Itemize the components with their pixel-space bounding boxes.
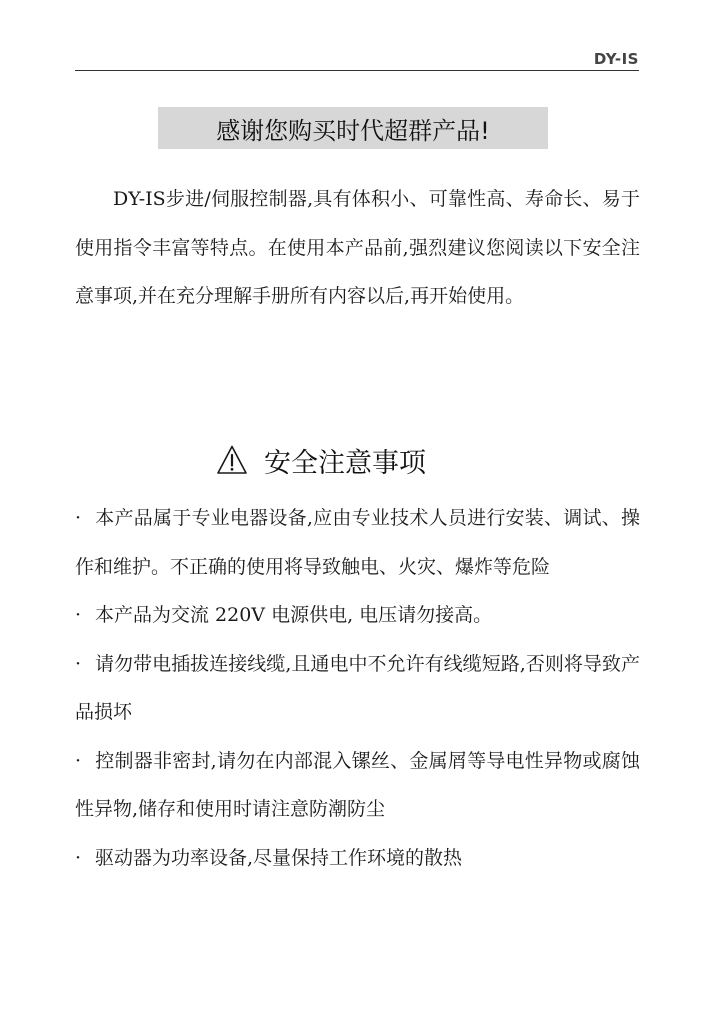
list-item: [75, 834, 640, 883]
safety-heading-text: 安全注意事项: [264, 447, 426, 479]
bullet-dot: ·: [75, 507, 82, 529]
safety-heading: [216, 438, 426, 482]
thanks-text: 感谢您购买时代超群产品!: [216, 116, 490, 145]
list-item: [75, 640, 640, 737]
bullet-dot: ·: [75, 846, 82, 869]
bullet-dot: ·: [75, 749, 82, 772]
list-item: [75, 737, 640, 834]
bullet-dot: ·: [75, 604, 82, 626]
safety-list: [75, 494, 640, 882]
safety-item-text: 控制器非密封,请勿在内部混入镙丝、金属屑等导电性异物或腐蚀性异物,储存和使用时请注意防潮防尘: [75, 749, 640, 820]
thanks-banner: [158, 107, 548, 149]
list-item: [75, 591, 640, 640]
header-divider: [75, 70, 639, 71]
list-item: [75, 494, 640, 591]
header-product-code: DY-IS: [593, 50, 639, 68]
safety-item-text: 本产品属于专业电器设备,应由专业技术人员进行安装、调试、操作和维护。不正确的使用将导致触电、火灾、爆炸等危险: [75, 507, 640, 578]
intro-paragraph: DY-IS步进/伺服控制器,具有体积小、可靠性高、寿命长、易于使用指令丰富等特点。在使用本产品前,强烈建议您阅读以下安全注意事项,并在充分理解手册所有内容以后,再开始使用。: [75, 188, 640, 307]
bullet-dot: ·: [75, 652, 82, 675]
safety-item-text: 请勿带电插拔连接线缆,且通电中不允许有线缆短路,否则将导致产品损坏: [75, 652, 640, 723]
warning-triangle-icon: [216, 444, 248, 476]
safety-item-text: 驱动器为功率设备,尽量保持工作环境的散热: [95, 846, 463, 869]
safety-item-text: 本产品为交流 220V 电源供电, 电压请勿接高。: [95, 604, 493, 626]
